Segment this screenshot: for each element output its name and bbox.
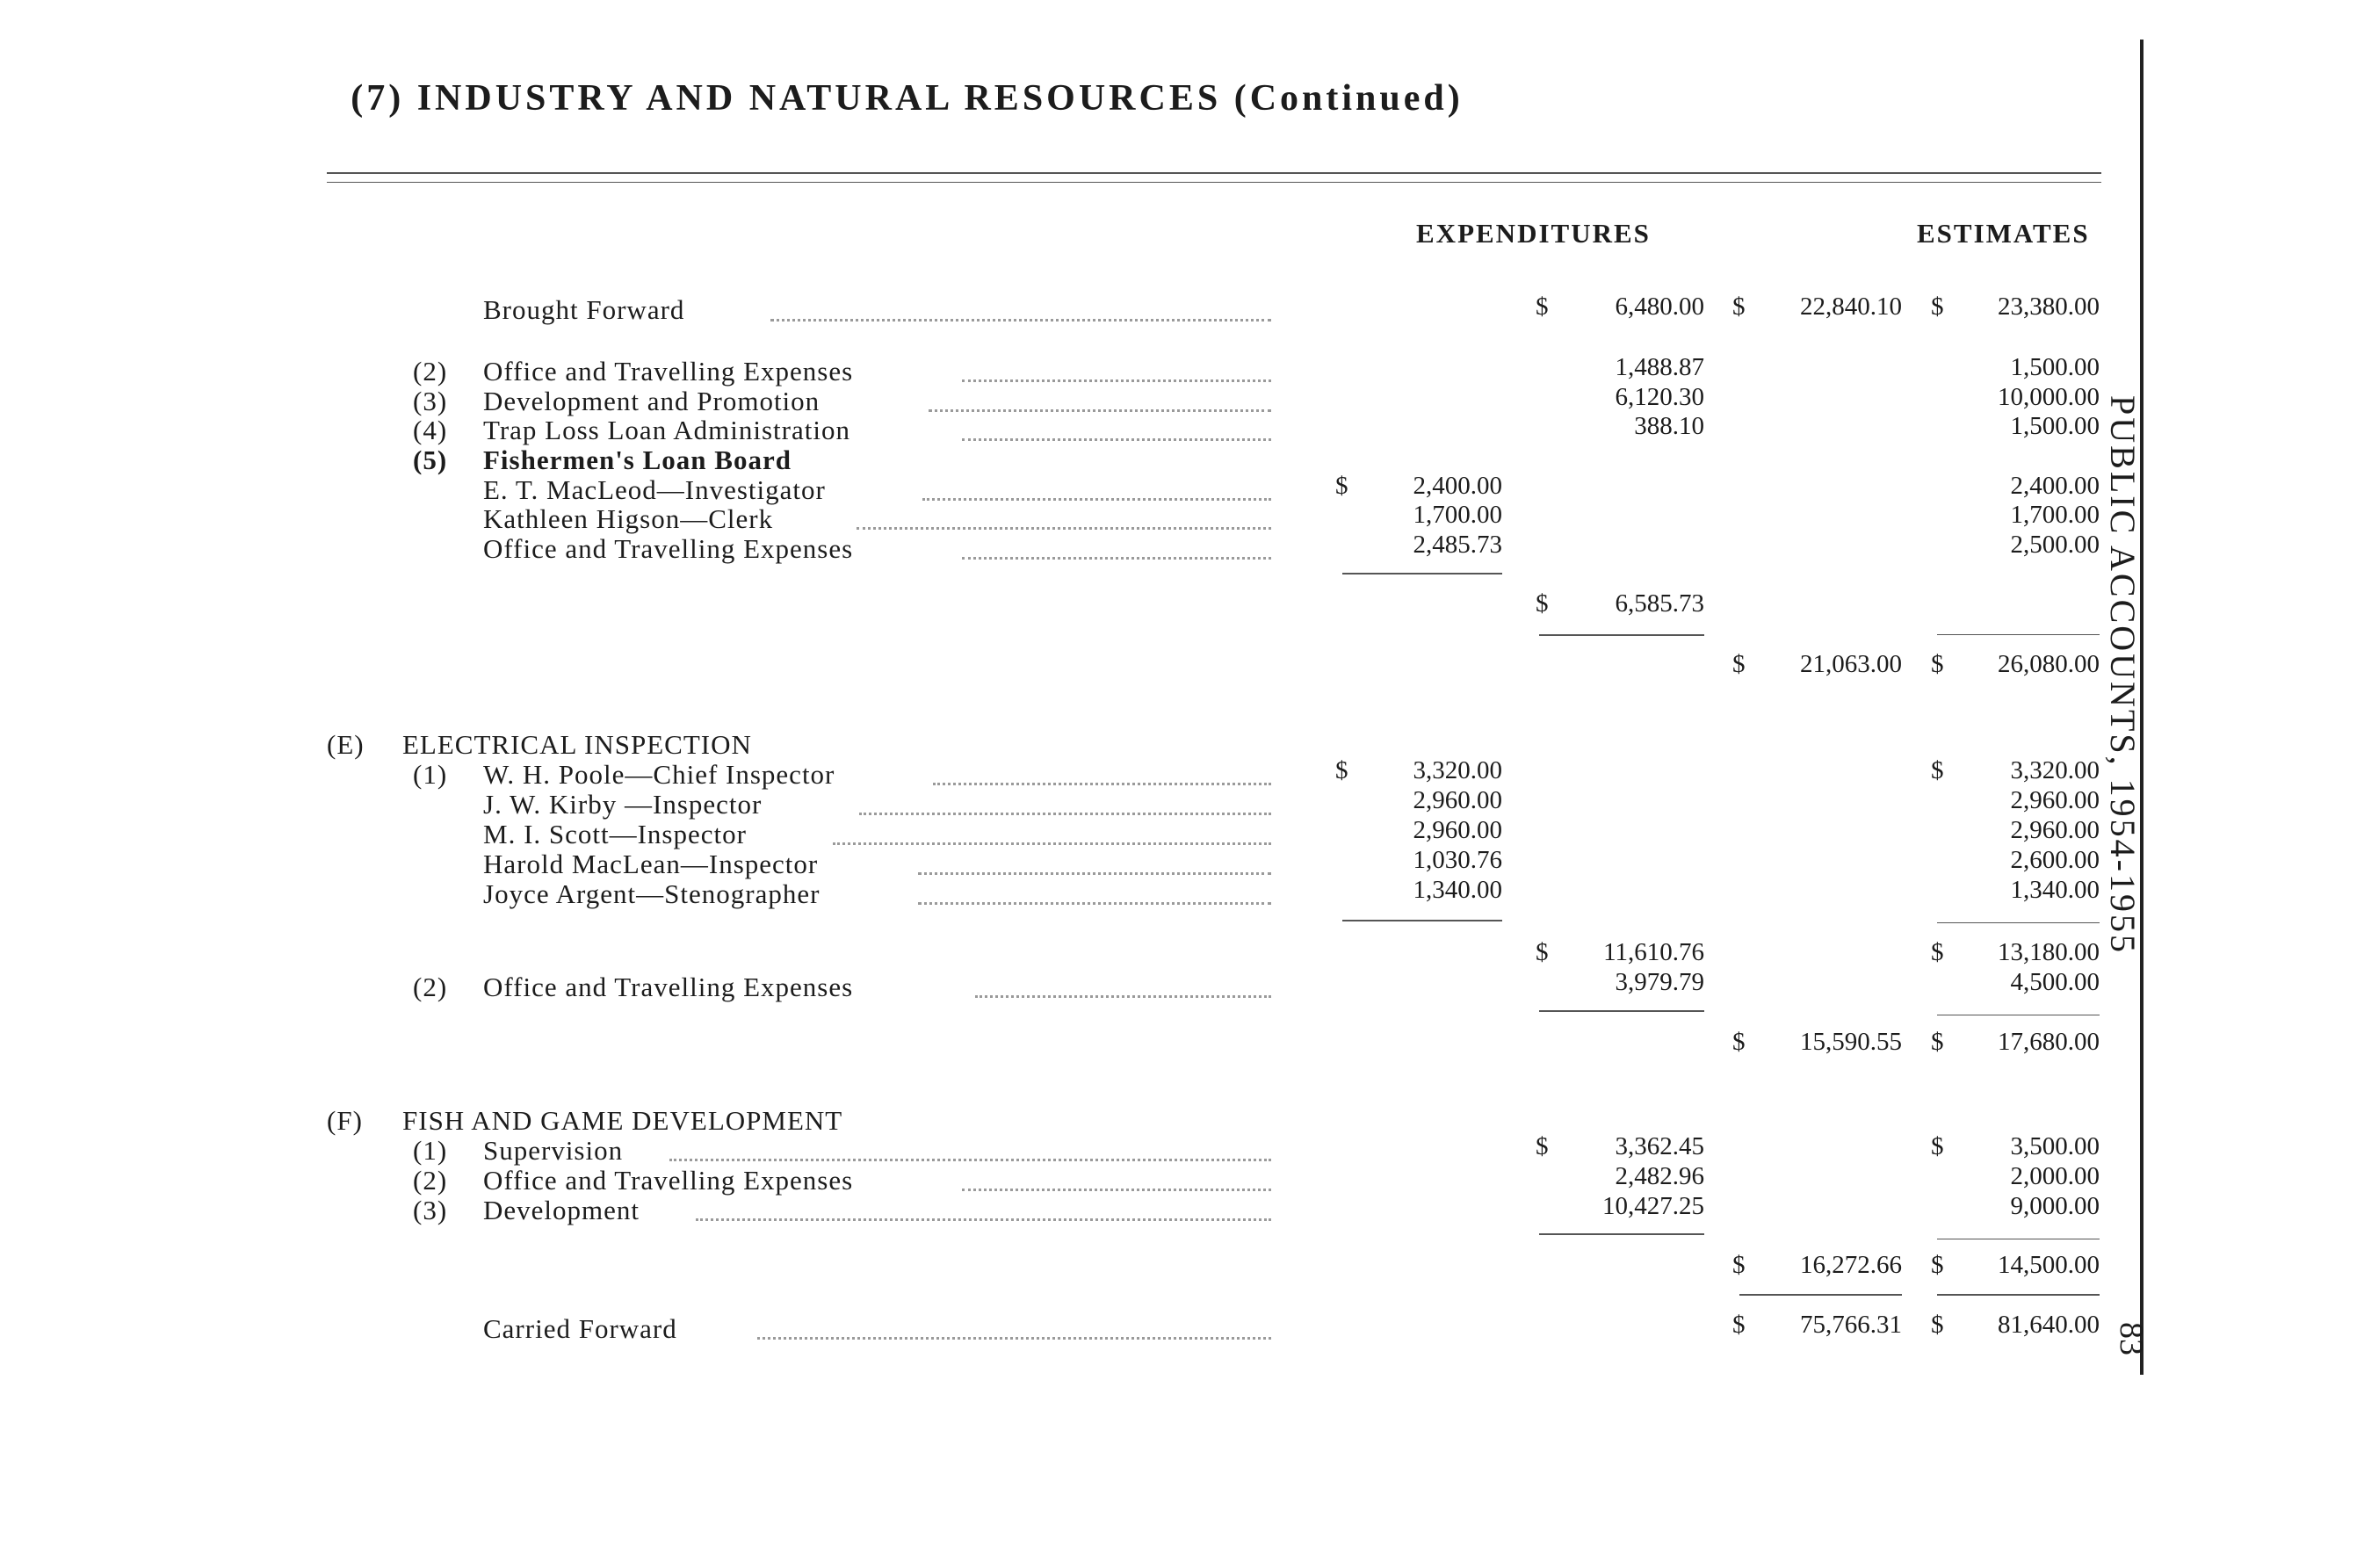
dollar-sign: $ [1335, 756, 1348, 784]
estimate-value: 23,380.00 [1998, 293, 2100, 321]
subtotal-rule [1539, 1010, 1704, 1012]
row-label: Kathleen Higson—Clerk [483, 503, 774, 534]
subtotal-rule [1539, 1233, 1704, 1235]
dollar-sign: $ [1536, 938, 1549, 966]
dollar-sign: $ [1931, 756, 1944, 784]
header-rule-bottom [327, 182, 2101, 183]
row-number: (1) [413, 1135, 448, 1166]
row-label: Carried Forward [483, 1313, 677, 1344]
section-heading: FISH AND GAME DEVELOPMENT [402, 1105, 843, 1136]
subsection-heading: Fishermen's Loan Board [483, 444, 792, 475]
dollar-sign: $ [1536, 293, 1549, 321]
row-label: J. W. Kirby —Inspector [483, 789, 763, 820]
subtotal-rule [1342, 573, 1502, 574]
dollar-sign: $ [1931, 293, 1944, 321]
row-label: M. I. Scott—Inspector [483, 819, 747, 849]
column-header-estimates: ESTIMATES [1917, 218, 2090, 249]
section-total: 15,590.55 [1800, 1028, 1902, 1056]
leader-dots [962, 557, 1271, 560]
detail-value: 2,400.00 [1413, 472, 1502, 500]
estimate-value: 3,500.00 [2010, 1132, 2100, 1160]
expenditure-value: 388.10 [1634, 412, 1704, 440]
leader-dots [757, 1337, 1271, 1340]
column-header-expenditures: EXPENDITURES [1416, 218, 1651, 249]
section-letter: (E) [327, 729, 365, 760]
estimate-value: 1,500.00 [2010, 353, 2100, 381]
row-number: (5) [413, 444, 448, 475]
detail-value: 1,340.00 [1413, 876, 1502, 904]
row-label: Harold MacLean—Inspector [483, 849, 819, 879]
total-rule [1739, 1294, 1902, 1296]
subtotal-rule [1937, 634, 2100, 635]
section-letter: (F) [327, 1105, 363, 1136]
dollar-sign: $ [1335, 472, 1348, 500]
row-number: (2) [413, 356, 448, 387]
row-label: Brought Forward [483, 294, 685, 325]
leader-dots [918, 902, 1271, 905]
dollar-sign: $ [1536, 589, 1549, 618]
row-label: Joyce Argent—Stenographer [483, 878, 821, 909]
row-label: Development and Promotion [483, 386, 821, 416]
dollar-sign: $ [1931, 1251, 1944, 1279]
dollar-sign: $ [1536, 1132, 1549, 1160]
dollar-sign: $ [1732, 650, 1746, 678]
estimate-value: 1,340.00 [2010, 876, 2100, 904]
dollar-sign: $ [1732, 293, 1746, 321]
row-label: Supervision [483, 1135, 624, 1166]
row-label: Office and Travelling Expenses [483, 972, 854, 1002]
leader-dots [975, 995, 1271, 998]
row-number: (2) [413, 1165, 448, 1196]
estimate-value: 3,320.00 [2010, 756, 2100, 784]
dollar-sign: $ [1732, 1251, 1746, 1279]
side-running-title: PUBLIC ACCOUNTS, 1954-1955 [2103, 395, 2143, 955]
estimate-value: 4,500.00 [2010, 968, 2100, 996]
estimate-value: 2,000.00 [2010, 1162, 2100, 1190]
detail-value: 1,030.76 [1413, 846, 1502, 874]
detail-value: 1,700.00 [1413, 501, 1502, 529]
row-number: (4) [413, 415, 448, 445]
dollar-sign: $ [1732, 1311, 1746, 1339]
estimate-value: 2,960.00 [2010, 786, 2100, 814]
header-rule-top [327, 172, 2101, 174]
estimate-value: 2,600.00 [2010, 846, 2100, 874]
leader-dots [857, 527, 1271, 530]
subtotal-rule [1342, 920, 1502, 921]
estimate-subtotal: 13,180.00 [1998, 938, 2100, 966]
dollar-sign: $ [1931, 650, 1944, 678]
dollar-sign: $ [1931, 1132, 1944, 1160]
carried-forward-total: 75,766.31 [1800, 1311, 1902, 1339]
dollar-sign: $ [1732, 1028, 1746, 1056]
row-number: (3) [413, 386, 448, 416]
estimate-total: 14,500.00 [1998, 1251, 2100, 1279]
expenditure-value: 1,488.87 [1615, 353, 1704, 381]
page-number: 83 [2113, 1322, 2150, 1355]
row-number: (2) [413, 972, 448, 1002]
section-heading: ELECTRICAL INSPECTION [402, 729, 752, 760]
row-label: Office and Travelling Expenses [483, 533, 854, 564]
row-number: (3) [413, 1195, 448, 1225]
leader-dots [929, 409, 1271, 412]
row-label: Development [483, 1195, 640, 1225]
estimate-value: 1,500.00 [2010, 412, 2100, 440]
estimate-value: 2,960.00 [2010, 816, 2100, 844]
estimate-total: 26,080.00 [1998, 650, 2100, 678]
expenditure-value: 2,482.96 [1615, 1162, 1704, 1190]
carried-forward-estimate: 81,640.00 [1998, 1311, 2100, 1339]
subtotal-rule [1539, 634, 1704, 636]
row-label: Trap Loss Loan Administration [483, 415, 850, 445]
section-total: 21,063.00 [1800, 650, 1902, 678]
leader-dots [962, 438, 1271, 441]
row-number: (1) [413, 759, 448, 790]
page-title: (7) INDUSTRY AND NATURAL RESOURCES (Continued) [351, 78, 1464, 119]
dollar-sign: $ [1931, 1311, 1944, 1339]
leader-dots [696, 1218, 1271, 1221]
leader-dots [962, 379, 1271, 382]
expenditure-value: 6,480.00 [1615, 293, 1704, 321]
row-label: Office and Travelling Expenses [483, 356, 854, 387]
expenditure-total: 22,840.10 [1800, 293, 1902, 321]
estimate-value: 2,400.00 [2010, 472, 2100, 500]
total-rule [1937, 1294, 2100, 1296]
expenditure-value: 3,362.45 [1615, 1132, 1704, 1160]
estimate-value: 10,000.00 [1998, 383, 2100, 411]
estimate-value: 9,000.00 [2010, 1192, 2100, 1220]
leader-dots [833, 842, 1271, 845]
estimate-total: 17,680.00 [1998, 1028, 2100, 1056]
section-total: 16,272.66 [1800, 1251, 1902, 1279]
expenditure-value: 6,120.30 [1615, 383, 1704, 411]
subtotal-value: 11,610.76 [1603, 938, 1704, 966]
row-label: W. H. Poole—Chief Inspector [483, 759, 835, 790]
detail-value: 3,320.00 [1413, 756, 1502, 784]
leader-dots [962, 1189, 1271, 1191]
leader-dots [933, 783, 1271, 785]
subtotal-rule [1937, 922, 2100, 923]
leader-dots [669, 1159, 1271, 1161]
leader-dots [859, 813, 1271, 815]
expenditure-value: 3,979.79 [1615, 968, 1704, 996]
expenditure-value: 10,427.25 [1602, 1192, 1704, 1220]
estimate-value: 1,700.00 [2010, 501, 2100, 529]
detail-value: 2,485.73 [1413, 531, 1502, 559]
row-label: E. T. MacLeod—Investigator [483, 474, 826, 505]
detail-value: 2,960.00 [1413, 816, 1502, 844]
row-label: Office and Travelling Expenses [483, 1165, 854, 1196]
leader-dots [922, 498, 1271, 501]
dollar-sign: $ [1931, 938, 1944, 966]
leader-dots [770, 319, 1271, 322]
leader-dots [918, 872, 1271, 875]
detail-value: 2,960.00 [1413, 786, 1502, 814]
estimate-value: 2,500.00 [2010, 531, 2100, 559]
dollar-sign: $ [1931, 1028, 1944, 1056]
subtotal-value: 6,585.73 [1615, 589, 1704, 618]
